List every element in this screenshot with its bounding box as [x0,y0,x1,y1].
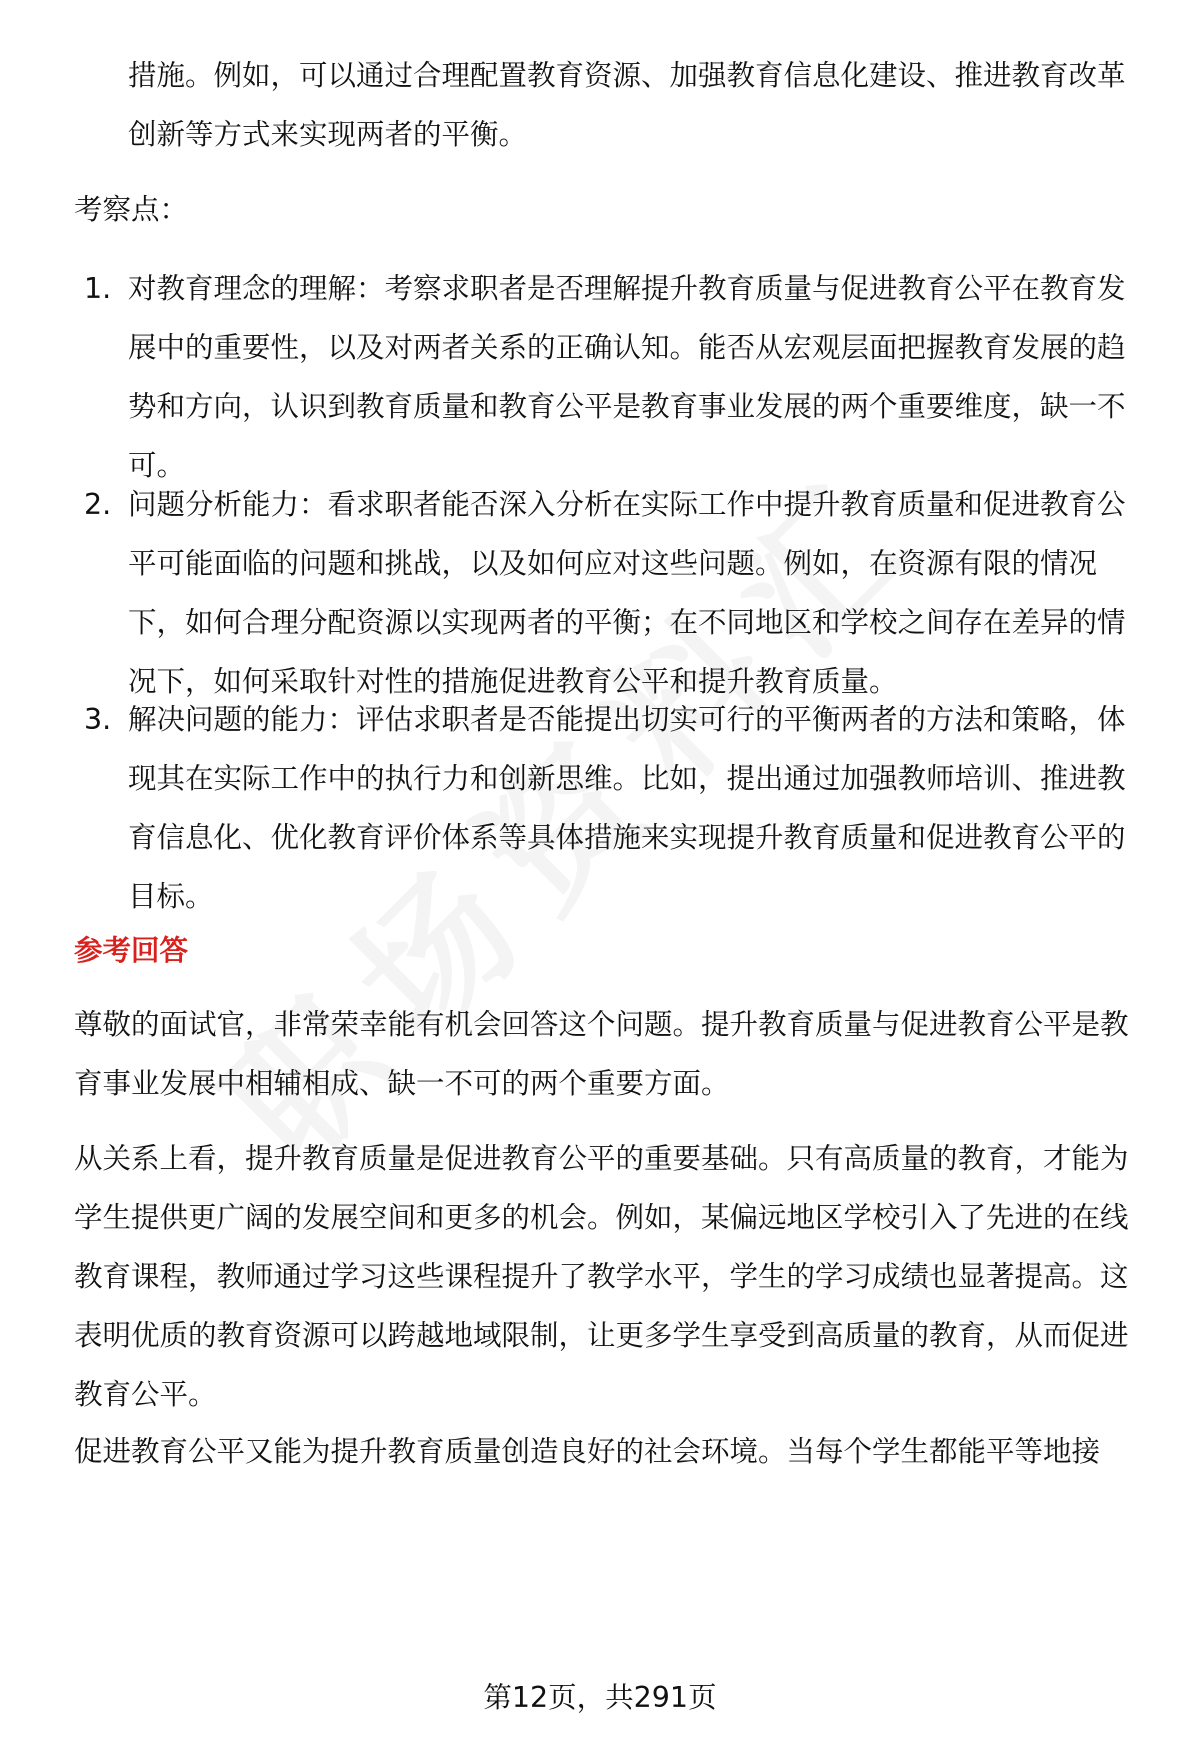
intro-continuation-paragraph: 措施。例如，可以通过合理配置教育资源、加强教育信息化建设、推进教育改革创新等方式来实现两者的平衡。 [128,59,1126,151]
answer-paragraph: 从关系上看，提升教育质量是促进教育公平的重要基础。只有高质量的教育，才能为学生提供更广阔的发展空间和更多的机会。例如，某偏远地区学校引入了先进的在线教育课程，教师通过学习这些课程提升了教学水平，学生的学习成绩也显著提高。这表明优质的教育资源可以跨越地域限制，让更多学生享受到高质量的教育，从而促进教育公平。 [74,1142,1129,1411]
list-text: 问题分析能力：看求职者能否深入分析在实际工作中提升教育质量和促进教育公平可能面临的问题和挑战，以及如何应对这些问题。例如，在资源有限的情况下，如何合理分配资源以实现两者的平衡；在不同地区和学校之间存在差异的情况下，如何采取针对性的措施促进教育公平和提升教育质量。 [128,488,1126,698]
exam-points-label: 考察点： [74,193,189,226]
list-number: 1. [84,272,112,305]
list-text: 对教育理念的理解：考察求职者是否理解提升教育质量与促进教育公平在教育发展中的重要性，以及对两者关系的正确认知。能否从宏观层面把握教育发展的趋势和方向，认识到教育质量和教育公平是教育事业发展的两个重要维度，缺一不可。 [128,272,1126,482]
answer-paragraph: 促进教育公平又能为提升教育质量创造良好的社会环境。当每个学生都能平等地接 [74,1435,1101,1468]
answer-paragraph: 尊敬的面试官，非常荣幸能有机会回答这个问题。提升教育质量与促进教育公平是教育事业发展中相辅相成、缺一不可的两个重要方面。 [74,1008,1129,1100]
list-number: 2. [84,488,112,521]
list-number: 3. [84,703,112,736]
reference-answer-heading: 参考回答 [74,934,189,967]
list-text: 解决问题的能力：评估求职者是否能提出切实可行的平衡两者的方法和策略，体现其在实际工作中的执行力和创新思维。比如，提出通过加强教师培训、推进教育信息化、优化教育评价体系等具体措施来实现提升教育质量和促进教育公平的目标。 [128,703,1126,913]
page-footer: 第12页，共291页 [483,1681,717,1714]
